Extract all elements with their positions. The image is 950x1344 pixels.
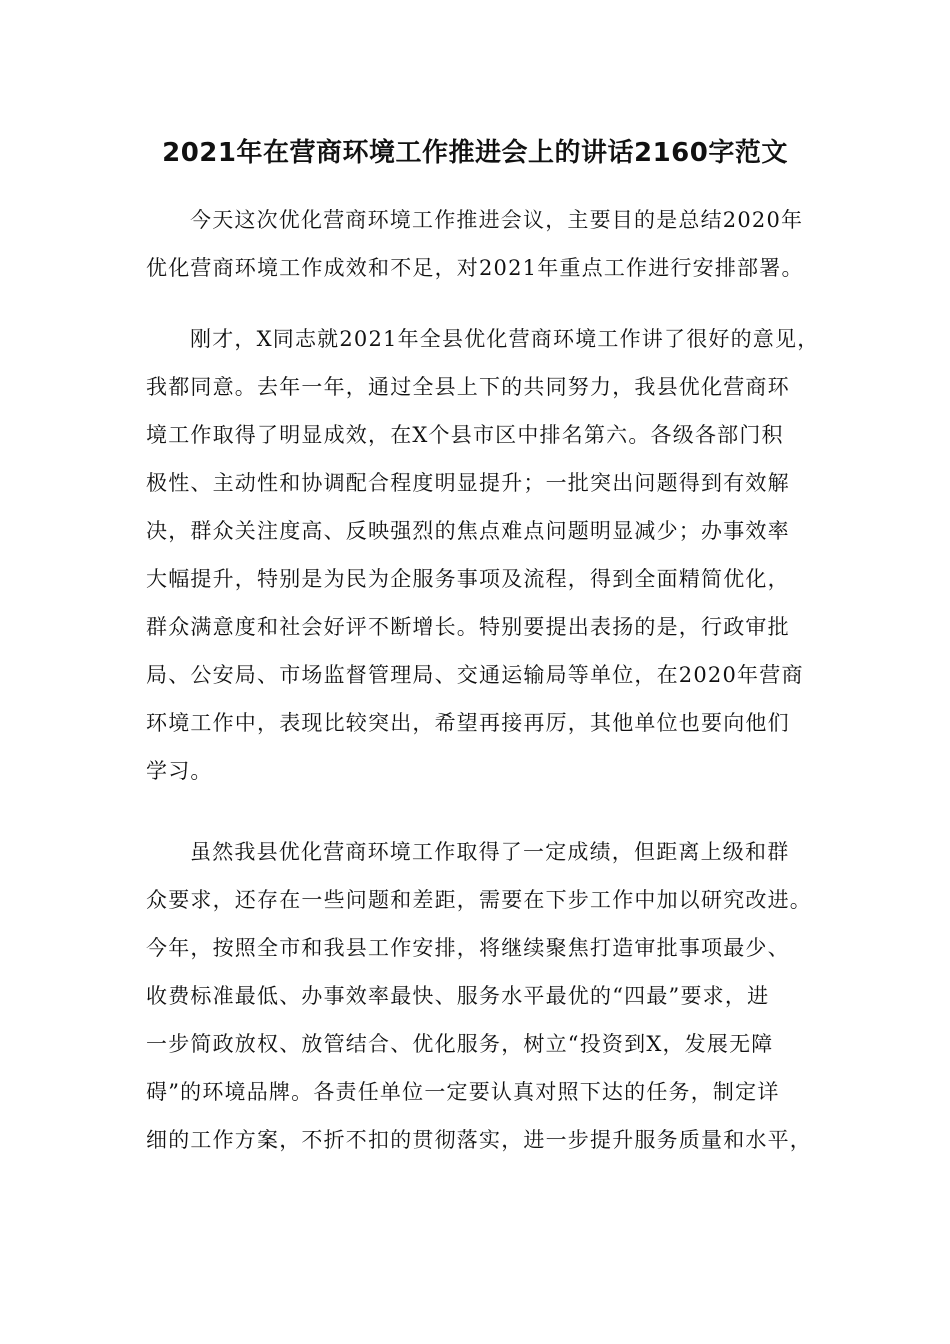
paragraph-line: 一步简政放权、放管结合、优化服务，树立“投资到X，发展无障: [146, 1032, 774, 1056]
paragraph-line: 细的工作方案，不折不扣的贯彻落实，进一步提升服务质量和水平，: [146, 1128, 812, 1152]
paragraph-1: [146, 196, 806, 292]
paragraph-line: 众要求，还存在一些问题和差距，需要在下步工作中加以研究改进。: [146, 888, 812, 912]
paragraph-line: 局、公安局、市场监督管理局、交通运输局等单位，在2020年营商: [146, 663, 804, 687]
paragraph-3: [146, 828, 812, 1164]
document-title: 2021年在营商环境工作推进会上的讲话2160字范文: [162, 138, 788, 168]
paragraph-line: 今年，按照全市和我县工作安排，将继续聚焦打造审批事项最少、: [146, 936, 790, 960]
paragraph-line: 碍”的环境品牌。各责任单位一定要认真对照下达的任务，制定详: [146, 1080, 780, 1104]
paragraph-line: 学习。: [146, 759, 213, 783]
paragraph-line: 决，群众关注度高、反映强烈的焦点难点问题明显减少；办事效率: [146, 519, 790, 543]
paragraph-line: 群众满意度和社会好评不断增长。特别要提出表扬的是，行政审批: [146, 615, 790, 639]
paragraph-line: 虽然我县优化营商环境工作取得了一定成绩，但距离上级和群: [190, 840, 790, 864]
paragraph-2: [146, 315, 820, 795]
paragraph-line: 收费标准最低、办事效率最快、服务水平最优的“四最”要求，进: [146, 984, 770, 1008]
paragraph-line: 极性、主动性和协调配合程度明显提升；一批突出问题得到有效解: [146, 471, 790, 495]
paragraph-line: 境工作取得了明显成效，在X个县市区中排名第六。各级各部门积: [146, 423, 784, 447]
paragraph-line: 大幅提升，特别是为民为企服务事项及流程，得到全面精简优化，: [146, 567, 790, 591]
paragraph-line: 环境工作中，表现比较突出，希望再接再厉，其他单位也要向他们: [146, 711, 790, 735]
paragraph-line: 优化营商环境工作成效和不足，对2021年重点工作进行安排部署。: [146, 256, 804, 280]
paragraph-line: 今天这次优化营商环境工作推进会议，主要目的是总结2020年: [190, 208, 804, 232]
paragraph-line: 我都同意。去年一年，通过全县上下的共同努力，我县优化营商环: [146, 375, 790, 399]
paragraph-line: 刚才，X同志就2021年全县优化营商环境工作讲了很好的意见，: [190, 327, 820, 351]
